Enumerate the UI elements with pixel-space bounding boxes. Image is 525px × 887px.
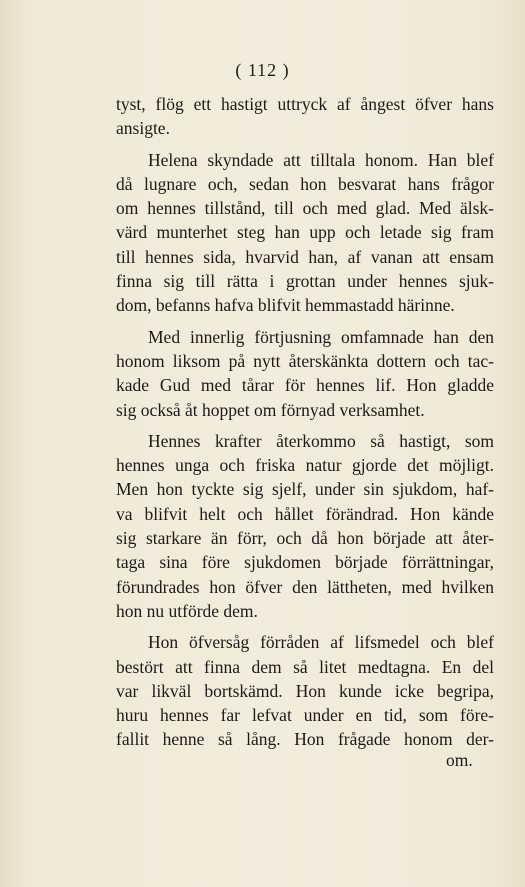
text-line: om hennes tillstånd, till och med glad. Med älsk- bbox=[116, 198, 494, 219]
paragraph-gap bbox=[116, 422, 494, 429]
text-line: finna sig till rätta i grottan under hennes sjuk- bbox=[116, 271, 494, 292]
text-line: var likväl bortskämd. Hon kunde icke begripa, bbox=[116, 680, 494, 701]
text-line: sig också åt hoppet om förnyad verksamhet. bbox=[116, 399, 425, 420]
text-line: ansigte. bbox=[116, 118, 170, 139]
text-line: va blifvit helt och hållet förändrad. Hon kände bbox=[116, 503, 494, 524]
text-line: dom, befanns hafva blifvit hemmastadd härinne. bbox=[116, 295, 455, 316]
text-line: då lugnare och, sedan hon besvarat hans frågor bbox=[116, 173, 494, 194]
text-line: honom liksom på nytt återskänkta dottern och tac- bbox=[116, 350, 494, 371]
text-line: Helena skyndade att tilltala honom. Han blef bbox=[148, 149, 494, 170]
page-number: ( 112 ) bbox=[235, 60, 290, 80]
text-line: tyst, flög ett hastigt uttryck af ångest öfver hans bbox=[116, 94, 494, 114]
text-line: Men hon tyckte sig sjelf, under sin sjukdom, haf- bbox=[116, 479, 494, 500]
text-line: hennes unga och friska natur gjorde det möjligt. bbox=[116, 455, 494, 476]
body-text bbox=[116, 92, 494, 752]
text-line: Med innerlig förtjusning omfamnade han den bbox=[148, 326, 494, 347]
text-line: huru hennes far lefvat under en tid, som före- bbox=[116, 705, 494, 726]
text-line: Hon öfversåg förråden af lifsmedel och blef bbox=[148, 632, 494, 653]
paragraph-gap bbox=[116, 141, 494, 148]
text-line: kade Gud med tårar för hennes lif. Hon gladde bbox=[116, 375, 494, 396]
text-line: Hennes krafter återkommo så hastigt, som bbox=[148, 430, 494, 451]
text-line: hon nu utförde dem. bbox=[116, 600, 258, 621]
text-line: fallit henne så lång. Hon frågade honom der- bbox=[116, 729, 494, 750]
text-line: värd munterhet steg han upp och letade sig fram bbox=[116, 222, 494, 243]
paragraph-gap bbox=[116, 318, 494, 325]
text-line: taga sina före sjukdomen började förrättningar, bbox=[116, 552, 494, 573]
catchword: om. bbox=[446, 750, 473, 770]
text-line: bestört att finna dem så litet medtagna. En del bbox=[116, 656, 494, 677]
text-line: förundrades hon öfver den lättheten, med hvilken bbox=[116, 576, 494, 597]
text-line: till hennes sida, hvarvid han, af vanan att ensam bbox=[116, 246, 494, 267]
paragraph-gap bbox=[116, 623, 494, 630]
text-line: sig starkare än förr, och då hon började att åter- bbox=[116, 528, 494, 549]
